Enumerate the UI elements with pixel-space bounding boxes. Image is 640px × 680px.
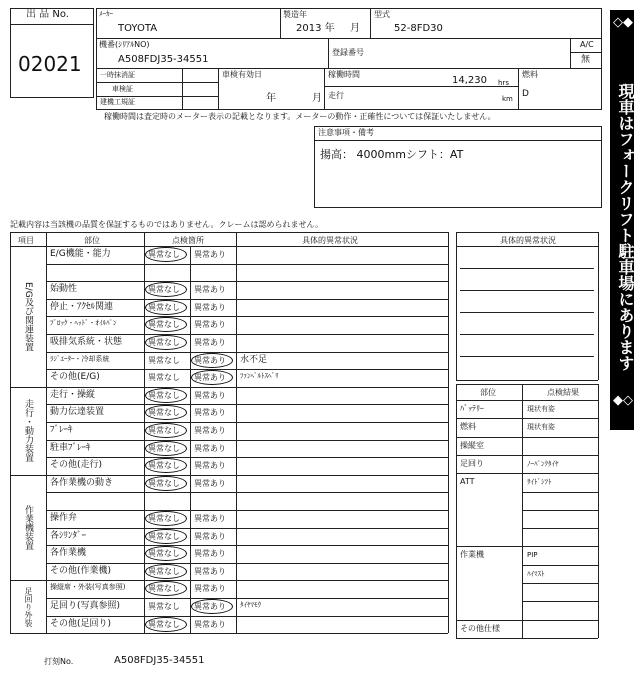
row-part: その他(走行)	[50, 460, 103, 471]
row-part: 駐車ﾌﾞﾚｰｷ	[50, 442, 91, 453]
group-label: E/G及び関連装置	[23, 281, 33, 352]
selection-oval	[145, 335, 187, 350]
panel-rule	[460, 268, 594, 269]
table-rule	[46, 264, 448, 265]
selection-oval	[145, 282, 187, 297]
option-normal[interactable]: 異常なし	[148, 390, 180, 400]
option-abnormal[interactable]: 異常あり	[194, 285, 226, 295]
side-banner	[610, 10, 634, 430]
selection-oval	[145, 317, 187, 332]
header-col-line-5	[218, 68, 219, 110]
inspection-month: 月	[312, 93, 322, 104]
table-rule	[46, 528, 448, 529]
panel-result: PIP	[527, 551, 538, 560]
cert-col-line	[182, 68, 183, 110]
construction-cert-label: 建機工規証	[100, 98, 135, 106]
temp-cert-label: 一時抹消証	[100, 71, 135, 79]
row-part: 足回り(写真参照)	[50, 601, 121, 611]
selection-oval	[145, 300, 187, 315]
group-label: 足回り外装	[24, 586, 33, 627]
table-rule	[46, 510, 448, 511]
table-rule	[46, 369, 448, 370]
option-normal[interactable]: 異常なし	[148, 602, 180, 611]
header-col-line-2	[370, 8, 371, 38]
panel-rule	[522, 492, 598, 493]
header-col-line-6	[324, 68, 325, 110]
option-normal[interactable]: 異常なし	[148, 373, 180, 383]
option-abnormal[interactable]: 異常あり	[194, 619, 226, 629]
selection-oval	[191, 353, 233, 368]
table-rule	[46, 281, 448, 282]
year-value: 2013 年	[296, 23, 335, 34]
maker-value: TOYOTA	[118, 23, 158, 34]
table-rule	[10, 246, 448, 247]
panel-rule	[460, 312, 594, 313]
registration-label: 登録番号	[332, 48, 364, 57]
row-part: 各作業機	[50, 548, 87, 559]
panel-rule	[522, 601, 598, 602]
lot-label: 出 品 No.	[26, 9, 69, 20]
panel-rule	[522, 384, 523, 638]
table-rule	[236, 232, 237, 633]
group-label: 作業機装置	[23, 505, 33, 551]
panel-rule	[456, 455, 598, 456]
table-rule	[46, 404, 448, 405]
panel-rule	[456, 546, 598, 547]
row-part: ﾗｼﾞｴｰﾀｰ・冷却系統	[50, 354, 110, 363]
table-rule	[448, 232, 449, 633]
selection-oval	[191, 599, 233, 614]
col-check-header: 点検箇所	[172, 236, 204, 245]
option-normal[interactable]: 異常なし	[148, 443, 180, 453]
option-abnormal[interactable]: 異常あり	[194, 373, 226, 383]
panel-part: ﾊﾞｯﾃﾘｰ	[460, 404, 484, 413]
table-rule	[10, 232, 448, 233]
option-normal[interactable]: 異常なし	[148, 584, 180, 594]
option-normal[interactable]: 異常なし	[148, 285, 180, 295]
table-rule	[10, 475, 448, 476]
table-rule	[46, 545, 448, 546]
hours-unit: hrs	[498, 79, 509, 87]
row-detail: 水不足	[240, 354, 268, 365]
row-part: その他(E/G)	[50, 372, 100, 383]
col-detail-header: 具体的異常状況	[302, 236, 358, 245]
option-abnormal[interactable]: 異常あり	[194, 302, 226, 312]
table-rule	[10, 232, 11, 633]
row-part: 操縦席・外装(写真参照)	[50, 583, 126, 592]
hours-divider	[324, 86, 518, 87]
option-abnormal[interactable]: 異常あり	[194, 461, 226, 471]
hours-value: 14,230	[452, 75, 487, 86]
option-abnormal[interactable]: 異常あり	[194, 443, 226, 453]
panel-result: ｻｲﾄﾞｼﾌﾄ	[527, 478, 552, 487]
row-part: その他(作業機)	[50, 565, 112, 576]
header-row-line-1	[96, 38, 602, 39]
panel-rule	[522, 583, 598, 584]
option-normal[interactable]: 異常なし	[148, 338, 180, 347]
right-detail-header: 具体的異常状況	[500, 236, 556, 245]
ac-label: A/C	[580, 40, 594, 49]
selection-oval	[145, 388, 187, 403]
table-rule	[46, 232, 47, 633]
panel-result: 現状有姿	[527, 423, 555, 432]
lot-divider	[10, 24, 94, 25]
vehicle-cert-label: 車検証	[112, 85, 133, 93]
option-abnormal[interactable]: 異常あり	[194, 408, 226, 418]
selection-oval	[145, 564, 187, 579]
selection-oval	[145, 529, 187, 544]
panel-rule	[456, 384, 457, 638]
panel-rule	[460, 356, 594, 357]
panel-result: 現状有姿	[527, 405, 555, 413]
table-rule	[46, 598, 448, 599]
hours-label: 稼働時間	[328, 70, 360, 79]
panel-rule	[456, 638, 598, 639]
selection-oval	[145, 511, 187, 526]
option-abnormal[interactable]: 異常あり	[194, 602, 226, 611]
option-abnormal[interactable]: 異常あり	[194, 390, 226, 400]
option-normal[interactable]: 異常なし	[148, 320, 180, 330]
option-abnormal[interactable]: 異常あり	[194, 531, 226, 541]
remarks-divider	[314, 140, 602, 141]
remarks-label: 注意事項・備考	[318, 128, 374, 137]
option-normal[interactable]: 異常なし	[148, 426, 180, 435]
panel-part: 足回り	[460, 458, 484, 468]
option-normal[interactable]: 異常なし	[148, 408, 180, 418]
quality-disclaimer: 記載内容は当該機の品質を保証するものではありません。クレームは認められません。	[10, 220, 323, 229]
selection-oval	[145, 247, 187, 262]
row-part: 停止・ｱｸｾﾙ関連	[50, 301, 114, 312]
selection-oval	[145, 617, 187, 632]
inspection-year: 年	[266, 93, 276, 104]
travel-label: 走行	[328, 91, 344, 100]
table-rule	[46, 457, 448, 458]
row-part: 各ｼﾘﾝﾀﾞｰ	[50, 530, 87, 541]
option-normal[interactable]: 異常なし	[148, 514, 180, 523]
panel-rule	[522, 510, 598, 511]
km-unit: km	[502, 95, 513, 103]
selection-oval	[145, 581, 187, 596]
option-normal[interactable]: 異常なし	[148, 619, 180, 629]
year-label: 製造年	[283, 10, 307, 19]
header-col-line-4	[570, 38, 571, 68]
right-col-part: 部位	[480, 388, 496, 397]
header-row-line-2	[96, 68, 602, 69]
fuel-label: 燃料	[522, 70, 538, 79]
option-abnormal[interactable]: 異常あり	[194, 514, 226, 523]
model-value: 52-8FD30	[394, 23, 443, 34]
row-part: 操作弁	[50, 513, 78, 523]
panel-rule	[598, 384, 599, 638]
panel-rule	[460, 334, 594, 335]
selection-oval	[145, 441, 187, 456]
table-rule	[46, 299, 448, 300]
option-abnormal[interactable]: 異常あり	[194, 549, 226, 559]
panel-part: 燃料	[460, 422, 476, 432]
header-col-line-1	[280, 8, 281, 38]
selection-oval	[145, 423, 187, 438]
row-part: ﾌﾞﾚｰｷ	[50, 425, 73, 435]
stamp-label: 打刻No.	[44, 657, 74, 666]
option-abnormal[interactable]: 異常あり	[194, 355, 226, 365]
diamond-top: ◇◆	[613, 15, 633, 30]
panel-part: 操縦室	[460, 440, 484, 450]
cert-row-line-2	[96, 96, 218, 97]
serial-value: A508FDJ35-34551	[118, 54, 209, 65]
panel-rule	[456, 232, 457, 380]
panel-rule	[522, 565, 598, 566]
option-abnormal[interactable]: 異常あり	[194, 426, 226, 435]
table-rule	[46, 316, 448, 317]
diamond-bottom: ◆◇	[613, 393, 633, 408]
col-item-header: 項目	[18, 236, 34, 245]
panel-rule	[456, 437, 598, 438]
right-col-result: 点検結果	[547, 388, 579, 397]
panel-result: ﾊｲﾏｽﾄ	[527, 569, 545, 578]
option-normal[interactable]: 異常なし	[148, 355, 180, 365]
panel-part: 作業機	[460, 550, 484, 560]
option-abnormal[interactable]: 異常あり	[194, 478, 226, 488]
option-abnormal[interactable]: 異常あり	[194, 250, 226, 259]
option-abnormal[interactable]: 異常あり	[194, 338, 226, 347]
hours-disclaimer: 稼働時間は査定時のメーター表示の記載となります。メーターの動作・正確性については保証いたしません。	[104, 112, 496, 121]
panel-rule	[460, 290, 594, 291]
row-part: 各作業機の動き	[50, 477, 114, 488]
table-rule	[46, 440, 448, 441]
ac-value: 無	[581, 55, 591, 65]
maker-label: ﾒｰｶｰ	[99, 10, 113, 18]
group-label: 走行・動力装置	[23, 399, 33, 463]
fuel-value: D	[522, 89, 529, 99]
panel-rule	[456, 232, 598, 233]
table-rule	[46, 616, 448, 617]
option-abnormal[interactable]: 異常あり	[194, 584, 226, 594]
ac-divider	[570, 52, 602, 53]
header-col-line-7	[518, 68, 519, 110]
option-normal[interactable]: 異常なし	[148, 566, 180, 576]
option-normal[interactable]: 異常なし	[148, 549, 180, 559]
header-col-line-3	[328, 38, 329, 68]
table-rule	[10, 387, 448, 388]
side-banner-text: 現車はフォークリフト駐車場にあります	[616, 83, 635, 371]
selection-oval	[145, 458, 187, 473]
option-abnormal[interactable]: 異常あり	[194, 320, 226, 330]
row-detail: ﾀｲﾔﾏﾓｳ	[240, 601, 261, 609]
table-rule	[46, 334, 448, 335]
panel-rule	[456, 384, 598, 385]
row-detail: ﾌｧﾝﾍﾞﾙﾄｽﾍﾞﾘ	[240, 372, 279, 381]
table-rule	[46, 563, 448, 564]
selection-oval	[145, 405, 187, 420]
table-rule	[46, 352, 448, 353]
panel-rule	[456, 380, 598, 381]
panel-rule	[456, 620, 598, 621]
remarks-box	[314, 126, 602, 208]
option-normal[interactable]: 異常なし	[148, 250, 180, 259]
panel-rule	[456, 473, 598, 474]
row-part: 始動性	[50, 284, 78, 295]
option-normal[interactable]: 異常なし	[148, 461, 180, 471]
remarks-text: 揚高： 4000mmシフト：AT	[320, 148, 464, 161]
model-label: 型式	[374, 10, 390, 19]
table-rule	[46, 422, 448, 423]
row-part: ﾌﾞﾛｯｸ・ﾍｯﾄﾞ・ｵｲﾙﾊﾟﾝ	[50, 319, 117, 328]
panel-rule	[456, 400, 598, 401]
col-part-header: 部位	[84, 236, 100, 245]
table-rule	[46, 492, 448, 493]
panel-part: その他仕様	[460, 623, 500, 633]
panel-rule	[522, 528, 598, 529]
selection-oval	[145, 546, 187, 561]
option-normal[interactable]: 異常なし	[148, 531, 180, 541]
row-part: 動力伝達装置	[50, 407, 105, 418]
month-label: 月	[350, 23, 360, 34]
cert-row-line-1	[96, 82, 218, 83]
panel-rule	[456, 246, 598, 247]
option-normal[interactable]: 異常なし	[148, 478, 180, 488]
panel-rule	[456, 418, 598, 419]
inspection-label: 車検有効日	[222, 70, 262, 79]
option-abnormal[interactable]: 異常あり	[194, 566, 226, 576]
row-part: その他(足回り)	[50, 618, 112, 629]
panel-rule	[598, 232, 599, 380]
selection-oval	[191, 370, 233, 385]
panel-result: ﾉｰﾊﾟﾝｸﾀｲﾔ	[527, 459, 559, 468]
table-rule	[10, 580, 448, 581]
row-part: 吸排気系統・状態	[50, 337, 123, 347]
option-normal[interactable]: 異常なし	[148, 302, 180, 312]
table-rule	[10, 633, 448, 634]
panel-part: ATT	[460, 477, 475, 487]
selection-oval	[145, 476, 187, 491]
row-part: 走行・操縦	[50, 389, 96, 400]
row-part: E/G機能・能力	[50, 249, 111, 259]
stamp-value: A508FDJ35-34551	[114, 655, 205, 666]
lot-number: 02021	[18, 52, 82, 76]
serial-label: 機番(ｼﾘｱﾙNO)	[99, 40, 150, 49]
